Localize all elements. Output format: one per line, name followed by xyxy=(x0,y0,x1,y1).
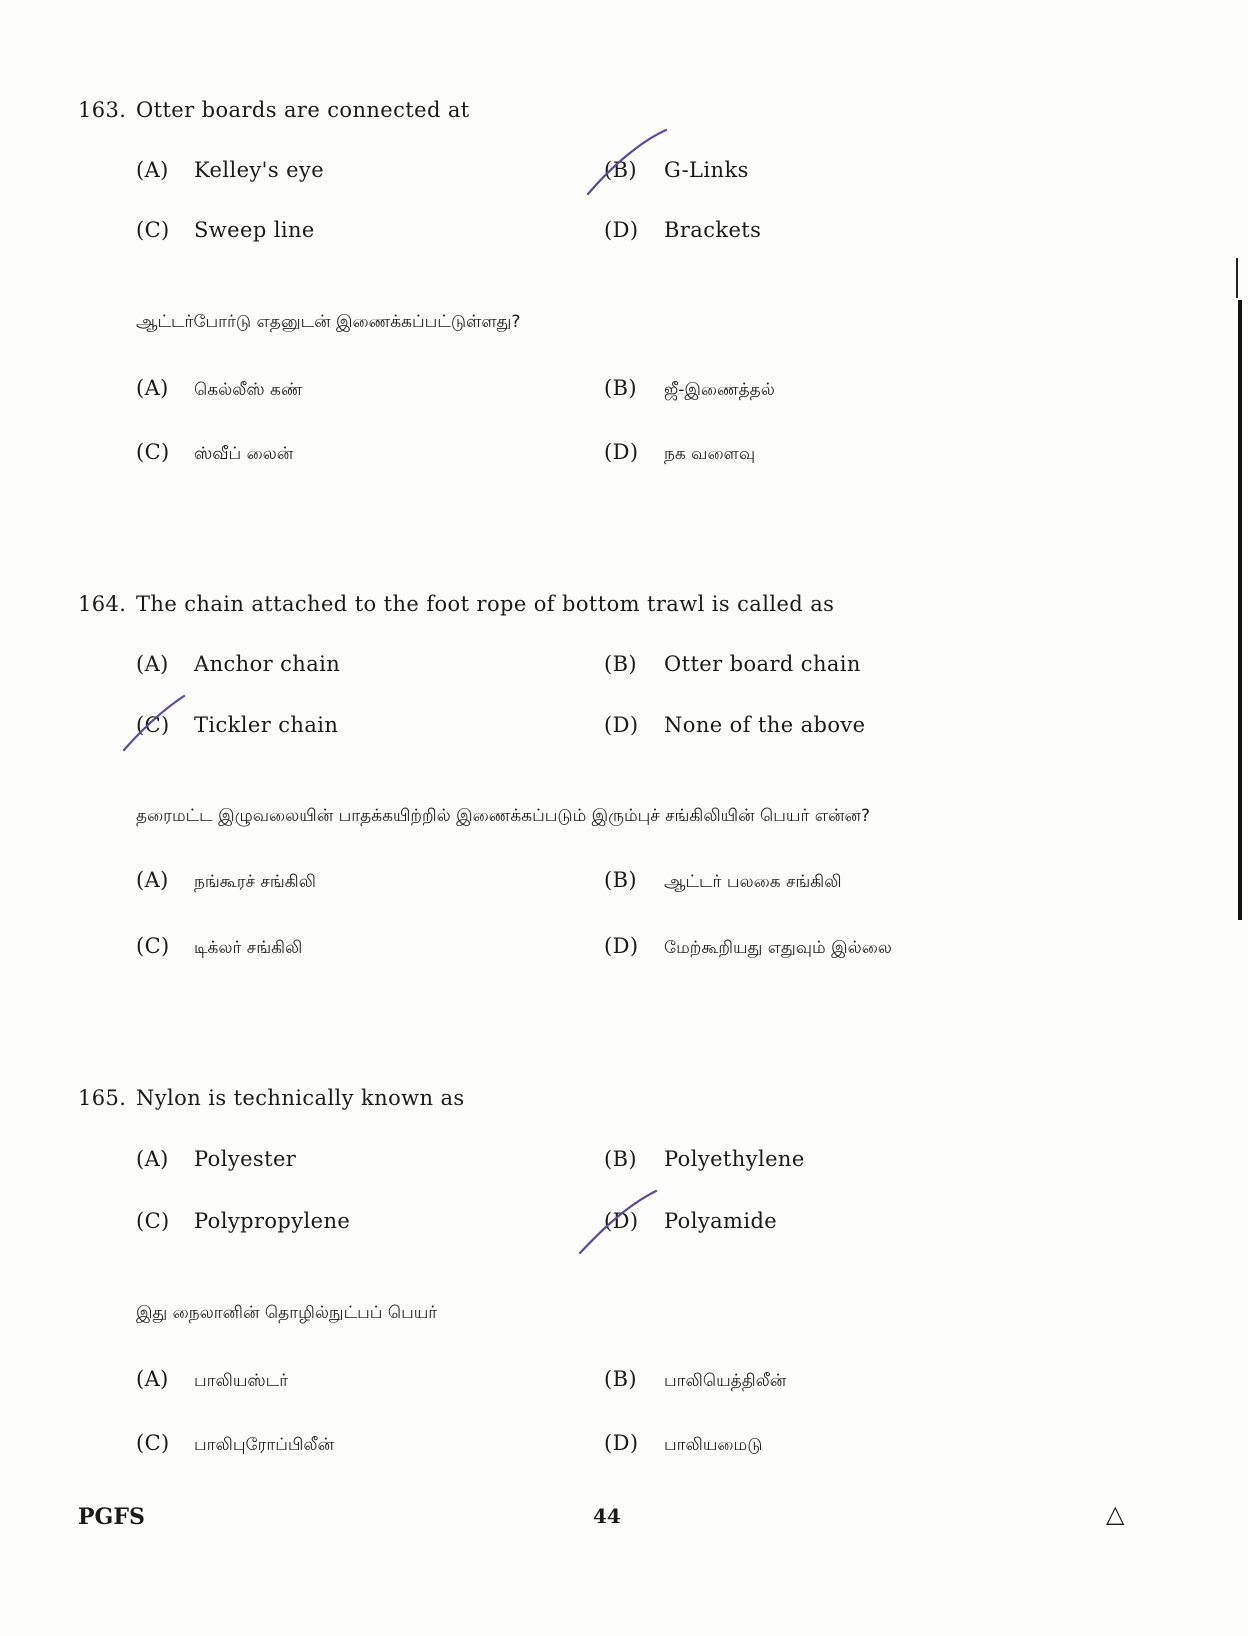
option-text: Anchor chain xyxy=(194,652,341,676)
question-text: Otter boards are connected at xyxy=(136,98,470,122)
option-text-tamil: பாலிபுரோப்பிலீன் xyxy=(194,1435,335,1455)
option-text: Otter board chain xyxy=(664,652,861,676)
option-text-tamil: ஆட்டர் பலகை சங்கிலி xyxy=(664,872,842,892)
option-label: (C) xyxy=(136,1209,170,1233)
option-label: (B) xyxy=(604,1147,638,1171)
option-text-tamil: ஜீ-இணைத்தல் xyxy=(664,380,775,400)
scan-edge-shadow xyxy=(1238,300,1242,920)
question-number: 165. xyxy=(78,1086,127,1110)
option-label: (C) xyxy=(136,934,170,958)
option-text-tamil: பாலியஸ்டர் xyxy=(194,1371,289,1391)
option-text-tamil: நங்கூரச் சங்கிலி xyxy=(194,872,316,892)
option-text: Polyethylene xyxy=(664,1147,805,1171)
triangle-icon: △ xyxy=(1106,1500,1125,1528)
answer-tick-mark xyxy=(572,1185,662,1265)
option-text: None of the above xyxy=(664,713,866,737)
option-label: (B) xyxy=(604,1367,638,1391)
paper-code: PGFS xyxy=(78,1504,145,1530)
option-text: Kelley's eye xyxy=(194,158,325,182)
option-label: (A) xyxy=(136,376,169,400)
option-label: (B) xyxy=(604,158,638,182)
option-label: (C) xyxy=(136,1431,170,1455)
scan-edge-mark xyxy=(1236,258,1238,298)
option-label: (D) xyxy=(604,440,639,464)
option-label: (A) xyxy=(136,1367,169,1391)
option-label: (A) xyxy=(136,652,169,676)
option-label: (D) xyxy=(604,218,639,242)
answer-tick-mark xyxy=(580,124,670,204)
option-text: Polypropylene xyxy=(194,1209,351,1233)
question-text-tamil: தரைமட்ட இழுவலையின் பாதக்கயிற்றில் இணைக்கப்படும் இரும்புச் சங்கிலியின் பெயர் என்ன? xyxy=(136,806,870,826)
question-number: 164. xyxy=(78,592,127,616)
option-text: G-Links xyxy=(664,158,749,182)
option-text: Brackets xyxy=(664,218,762,242)
option-text-tamil: மேற்கூறியது எதுவும் இல்லை xyxy=(664,938,892,958)
question-text-tamil: ஆட்டர்போர்டு எதனுடன் இணைக்கப்பட்டுள்ளது? xyxy=(136,312,521,332)
option-label: (A) xyxy=(136,868,169,892)
option-label: (D) xyxy=(604,1209,639,1233)
question-text: The chain attached to the foot rope of bottom trawl is called as xyxy=(136,592,835,616)
option-text: Polyamide xyxy=(664,1209,778,1233)
option-label: (C) xyxy=(136,218,170,242)
option-text: Polyester xyxy=(194,1147,297,1171)
option-label: (A) xyxy=(136,1147,169,1171)
option-text: Sweep line xyxy=(194,218,315,242)
question-number: 163. xyxy=(78,98,127,122)
option-label: (C) xyxy=(136,713,170,737)
option-label: (D) xyxy=(604,1431,639,1455)
option-label: (B) xyxy=(604,376,638,400)
option-label: (B) xyxy=(604,868,638,892)
option-text-tamil: பாலியமைடு xyxy=(664,1435,763,1455)
option-label: (D) xyxy=(604,713,639,737)
page-number: 44 xyxy=(593,1504,621,1528)
option-label: (A) xyxy=(136,158,169,182)
question-text: Nylon is technically known as xyxy=(136,1086,465,1110)
option-label: (C) xyxy=(136,440,170,464)
option-label: (D) xyxy=(604,934,639,958)
question-text-tamil: இது நைலானின் தொழில்நுட்பப் பெயர் xyxy=(136,1303,438,1323)
option-text-tamil: ஸ்வீப் லைன் xyxy=(194,444,294,464)
option-text-tamil: நக வளைவு xyxy=(664,444,756,464)
option-text-tamil: பாலியெத்திலீன் xyxy=(664,1371,787,1391)
option-label: (B) xyxy=(604,652,638,676)
answer-tick-mark xyxy=(118,690,198,760)
option-text-tamil: கெல்லீஸ் கண் xyxy=(194,380,303,400)
option-text-tamil: டிக்லர் சங்கிலி xyxy=(194,938,303,958)
option-text: Tickler chain xyxy=(194,713,339,737)
